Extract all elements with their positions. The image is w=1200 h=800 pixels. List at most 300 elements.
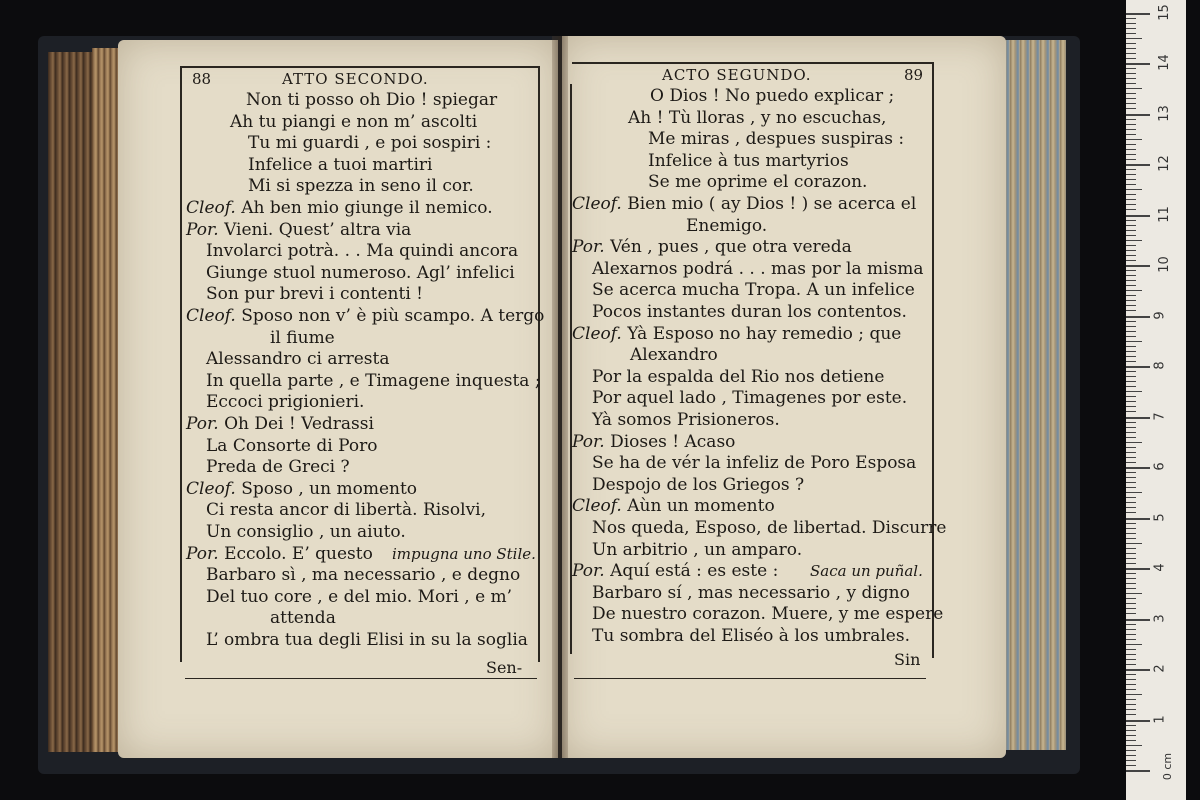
ruler-tick bbox=[1126, 220, 1136, 221]
ruler-tick bbox=[1126, 114, 1150, 116]
ruler-tick bbox=[1126, 245, 1136, 246]
ruler-tick bbox=[1126, 472, 1136, 473]
ruler-number: 14 bbox=[1156, 54, 1172, 71]
ruler-tick bbox=[1126, 735, 1136, 736]
ruler-tick bbox=[1126, 270, 1136, 271]
ruler-tick bbox=[1126, 533, 1136, 534]
ruler-tick bbox=[1126, 765, 1136, 766]
ruler-tick bbox=[1126, 305, 1136, 306]
ruler-tick bbox=[1126, 53, 1136, 54]
ruler-tick bbox=[1126, 629, 1136, 630]
ruler-tick bbox=[1126, 371, 1136, 372]
ruler-tick bbox=[1126, 725, 1136, 726]
ruler-tick bbox=[1126, 452, 1136, 453]
ruler-tick bbox=[1126, 98, 1136, 99]
ruler-tick bbox=[1126, 437, 1136, 438]
ruler-tick bbox=[1126, 63, 1150, 65]
text-line bbox=[248, 176, 474, 196]
verse-text: Pocos instantes duran los contentos. bbox=[592, 302, 907, 322]
ruler-tick bbox=[1126, 230, 1136, 231]
left-page-number: 88 bbox=[192, 70, 212, 88]
ruler-tick bbox=[1126, 366, 1150, 368]
text-line bbox=[206, 371, 541, 391]
ruler-number: 1 bbox=[1152, 714, 1168, 724]
left-catchword: Sen- bbox=[486, 658, 523, 677]
ruler-tick bbox=[1126, 624, 1136, 625]
verse-text: Yà Esposo no hay remedio ; que bbox=[627, 323, 902, 344]
ruler-tick bbox=[1126, 209, 1136, 210]
ruler-tick bbox=[1126, 442, 1142, 443]
verse-text: Bien mio ( ay Dios ! ) se acerca el bbox=[627, 194, 917, 214]
ruler-tick bbox=[1126, 316, 1150, 318]
speaker-label: Por. bbox=[186, 219, 219, 240]
verse-text: Alessandro ci arresta bbox=[206, 349, 390, 370]
ruler-tick bbox=[1126, 432, 1136, 433]
ruler-tick bbox=[1126, 73, 1136, 74]
verse-text: Oh Dei ! Vedrassi bbox=[224, 414, 374, 434]
ruler-tick bbox=[1126, 93, 1136, 94]
text-line bbox=[186, 306, 544, 326]
verse-text: Dioses ! Acaso bbox=[610, 431, 736, 452]
text-line bbox=[648, 151, 849, 171]
ruler-tick bbox=[1126, 265, 1150, 267]
speaker-label: Por. bbox=[572, 237, 605, 258]
right-top-rule bbox=[572, 62, 932, 64]
ruler-tick bbox=[1126, 346, 1136, 347]
ruler-tick bbox=[1126, 699, 1136, 700]
verse-text: Alexandro bbox=[630, 345, 718, 366]
verse-text: Tu mi guardi , e poi sospiri : bbox=[248, 133, 492, 154]
text-line bbox=[186, 220, 411, 240]
speaker-label: Por. bbox=[186, 543, 219, 564]
book-gutter bbox=[552, 36, 568, 758]
ruler-tick bbox=[1126, 770, 1150, 772]
ruler-tick bbox=[1126, 18, 1136, 19]
ruler-tick bbox=[1126, 43, 1136, 44]
ruler-number: 2 bbox=[1152, 664, 1168, 673]
ruler-tick bbox=[1126, 573, 1136, 574]
ruler-tick bbox=[1126, 124, 1136, 125]
ruler-tick bbox=[1126, 664, 1136, 665]
ruler-tick bbox=[1126, 240, 1142, 241]
verse-text: Ah ben mio giunge il nemico. bbox=[241, 198, 493, 218]
ruler-tick bbox=[1126, 740, 1136, 741]
speaker-label: Cleof. bbox=[572, 194, 622, 214]
ruler-tick bbox=[1126, 58, 1136, 59]
ruler-tick bbox=[1126, 659, 1136, 660]
verse-text: Ah ! Tù lloras , y no escuchas, bbox=[628, 107, 887, 128]
ruler-number: 4 bbox=[1152, 563, 1168, 572]
ruler-tick bbox=[1126, 13, 1150, 15]
ruler-tick bbox=[1126, 684, 1136, 685]
ruler-tick bbox=[1126, 457, 1136, 458]
verse-text: Aquí está : es este : bbox=[610, 561, 779, 582]
ruler-tick bbox=[1126, 588, 1136, 589]
text-line bbox=[592, 453, 916, 473]
verse-text: Del tuo core , e del mio. Mori , e m’ bbox=[206, 586, 513, 607]
ruler-tick bbox=[1126, 639, 1136, 640]
ruler-tick bbox=[1126, 603, 1136, 604]
ruler-tick bbox=[1126, 502, 1136, 503]
ruler-tick bbox=[1126, 750, 1136, 751]
ruler-number: 13 bbox=[1156, 104, 1172, 122]
ruler-tick bbox=[1126, 396, 1136, 397]
ruler-tick bbox=[1126, 78, 1136, 79]
text-line bbox=[630, 345, 718, 365]
verse-text: Sposo non v’ è più scampo. A tergo bbox=[241, 306, 545, 326]
stage-direction: Saca un puñal. bbox=[810, 562, 923, 581]
ruler-tick bbox=[1126, 482, 1136, 483]
verse-text: L’ ombra tua degli Elisi in su la soglia bbox=[206, 630, 528, 650]
ruler-tick bbox=[1126, 391, 1142, 392]
ruler-tick bbox=[1126, 149, 1136, 150]
verse-text: Eccoci prigionieri. bbox=[206, 392, 365, 413]
speaker-label: Por. bbox=[186, 414, 219, 434]
left-running-head: ATTO SECONDO. bbox=[282, 70, 429, 88]
ruler-tick bbox=[1126, 341, 1142, 342]
ruler-tick bbox=[1126, 512, 1136, 513]
text-line bbox=[246, 90, 497, 110]
text-line bbox=[592, 367, 884, 387]
verse-text: O Dios ! No puedo explicar ; bbox=[650, 86, 895, 106]
text-line bbox=[592, 280, 915, 300]
text-line bbox=[270, 328, 335, 348]
ruler-tick bbox=[1126, 634, 1136, 635]
speaker-label: Cleof. bbox=[186, 306, 236, 326]
verse-text: La Consorte di Poro bbox=[206, 435, 378, 456]
ruler-tick bbox=[1126, 351, 1136, 352]
ruler-tick bbox=[1126, 169, 1136, 170]
ruler-number: 8 bbox=[1152, 361, 1168, 370]
ruler-tick bbox=[1126, 553, 1136, 554]
verse-text: Enemigo. bbox=[686, 215, 768, 236]
ruler-tick bbox=[1126, 164, 1150, 166]
ruler-tick bbox=[1126, 760, 1136, 761]
text-line bbox=[592, 302, 907, 322]
ruler-tick bbox=[1126, 310, 1136, 311]
text-line bbox=[206, 565, 520, 585]
verse-text: Eccolo. E’ questo bbox=[224, 543, 373, 564]
verse-text: Son pur brevi i contenti ! bbox=[206, 284, 423, 305]
verse-text: De nuestro corazon. Muere, y me espere bbox=[592, 604, 944, 625]
ruler-tick bbox=[1126, 139, 1142, 140]
ruler-tick bbox=[1126, 568, 1150, 570]
verse-text: Por la espalda del Rio nos detiene bbox=[592, 366, 885, 387]
verse-text: Sposo , un momento bbox=[241, 478, 418, 499]
ruler-tick bbox=[1126, 528, 1136, 529]
verse-text: il fiume bbox=[270, 327, 335, 348]
text-line bbox=[686, 216, 767, 236]
ruler-tick bbox=[1126, 694, 1142, 695]
ruler-tick bbox=[1126, 295, 1136, 296]
text-line bbox=[572, 496, 775, 516]
text-line bbox=[206, 457, 350, 477]
ruler-tick bbox=[1126, 543, 1142, 544]
ruler-tick bbox=[1126, 730, 1136, 731]
ruler-tick bbox=[1126, 462, 1136, 463]
text-line bbox=[572, 561, 778, 581]
ruler-tick bbox=[1126, 134, 1136, 135]
text-line bbox=[648, 129, 904, 149]
ruler-tick bbox=[1126, 215, 1150, 217]
right-frame-right bbox=[932, 62, 934, 658]
verse-text: Barbaro sí , mas necessario , y digno bbox=[592, 582, 910, 603]
ruler-tick bbox=[1126, 613, 1136, 614]
text-line bbox=[592, 540, 802, 560]
ruler-tick bbox=[1126, 103, 1136, 104]
left-top-rule bbox=[180, 66, 540, 68]
ruler-tick bbox=[1126, 689, 1136, 690]
ruler-tick bbox=[1126, 720, 1150, 722]
ruler-tick bbox=[1126, 356, 1136, 357]
verse-text: Giunge stuol numeroso. Agl’ infelici bbox=[206, 262, 515, 283]
text-line bbox=[648, 172, 867, 192]
ruler-tick bbox=[1126, 558, 1136, 559]
verse-text: Se me oprime el corazon. bbox=[648, 172, 868, 193]
verse-text: Mi si spezza in seno il cor. bbox=[248, 176, 474, 197]
ruler-tick bbox=[1126, 235, 1136, 236]
ruler-tick bbox=[1126, 427, 1136, 428]
left-frame-left bbox=[180, 66, 182, 662]
ruler-tick bbox=[1126, 755, 1136, 756]
ruler-tick bbox=[1126, 669, 1150, 671]
speaker-label: Cleof. bbox=[186, 198, 236, 218]
ruler-tick bbox=[1126, 275, 1136, 276]
ruler-tick bbox=[1126, 326, 1136, 327]
ruler-tick bbox=[1126, 321, 1136, 322]
ruler-tick bbox=[1126, 23, 1136, 24]
ruler-tick bbox=[1126, 563, 1136, 564]
verse-text: Yà somos Prisioneros. bbox=[592, 410, 780, 430]
ruler-tick bbox=[1126, 376, 1136, 377]
ruler-tick bbox=[1126, 709, 1136, 710]
ruler-unit-label: 0 cm bbox=[1161, 752, 1175, 781]
ruler-tick bbox=[1126, 361, 1136, 362]
ruler-tick bbox=[1126, 285, 1136, 286]
ruler-tick bbox=[1126, 406, 1136, 407]
ruler-tick bbox=[1126, 401, 1136, 402]
ruler-tick bbox=[1126, 129, 1136, 130]
ruler-tick bbox=[1126, 48, 1136, 49]
text-line bbox=[206, 587, 512, 607]
verse-text: Tu sombra del Eliséo à los umbrales. bbox=[592, 626, 910, 646]
ruler-number: 15 bbox=[1156, 3, 1172, 21]
verse-text: Ci resta ancor di libertà. Risolvi, bbox=[206, 500, 487, 521]
ruler-tick bbox=[1126, 199, 1136, 200]
ruler-tick bbox=[1126, 523, 1136, 524]
text-line bbox=[650, 86, 894, 106]
ruler-tick bbox=[1126, 174, 1136, 175]
speaker-label: Cleof. bbox=[572, 496, 622, 517]
verse-text: Involarci potrà. . . Ma quindi ancora bbox=[206, 241, 519, 262]
text-line bbox=[592, 604, 943, 624]
text-line bbox=[206, 522, 406, 542]
ruler-tick bbox=[1126, 184, 1136, 185]
ruler-tick bbox=[1126, 336, 1136, 337]
text-line bbox=[206, 392, 364, 412]
verse-text: attenda bbox=[270, 608, 336, 629]
ruler-tick bbox=[1126, 487, 1136, 488]
ruler-tick bbox=[1126, 411, 1136, 412]
text-line bbox=[186, 414, 374, 434]
ruler-tick bbox=[1126, 422, 1136, 423]
left-frame-right bbox=[538, 66, 540, 662]
text-line bbox=[206, 630, 528, 650]
verse-text: Preda de Greci ? bbox=[206, 457, 350, 478]
right-page-number: 89 bbox=[904, 66, 924, 84]
ruler-tick bbox=[1126, 68, 1136, 69]
verse-text: Vén , pues , que otra vereda bbox=[610, 237, 852, 258]
speaker-label: Por. bbox=[572, 561, 605, 582]
ruler-number: 7 bbox=[1152, 411, 1168, 421]
text-line bbox=[628, 108, 886, 128]
text-line bbox=[206, 436, 377, 456]
ruler-tick bbox=[1126, 654, 1136, 655]
ruler-number: 12 bbox=[1156, 155, 1172, 172]
text-line bbox=[592, 259, 924, 279]
ruler-tick bbox=[1126, 644, 1142, 645]
verse-text: Alexarnos podrá . . . mas por la misma bbox=[592, 258, 924, 279]
ruler-tick bbox=[1126, 331, 1136, 332]
ruler-tick bbox=[1126, 619, 1150, 621]
ruler-tick bbox=[1126, 33, 1136, 34]
verse-text: Por aquel lado , Timagenes por este. bbox=[592, 388, 908, 409]
verse-text: Non ti posso oh Dio ! spiegar bbox=[246, 90, 498, 110]
text-line bbox=[206, 500, 486, 520]
ruler-tick bbox=[1126, 649, 1136, 650]
ruler-tick bbox=[1126, 189, 1142, 190]
text-line bbox=[592, 583, 910, 603]
text-line bbox=[206, 284, 423, 304]
ruler-tick bbox=[1126, 714, 1136, 715]
text-line bbox=[572, 194, 916, 214]
verse-text: Un arbitrio , un amparo. bbox=[592, 539, 803, 560]
text-line bbox=[592, 410, 780, 430]
text-line bbox=[572, 237, 852, 257]
ruler-tick bbox=[1126, 679, 1136, 680]
text-line bbox=[206, 241, 518, 261]
ruler-tick bbox=[1126, 548, 1136, 549]
speaker-label: Cleof. bbox=[572, 323, 622, 344]
ruler-tick bbox=[1126, 497, 1136, 498]
ruler-tick bbox=[1126, 204, 1136, 205]
ruler-tick bbox=[1126, 598, 1136, 599]
ruler-tick bbox=[1126, 447, 1136, 448]
ruler-tick bbox=[1126, 674, 1136, 675]
ruler-tick bbox=[1126, 583, 1136, 584]
ruler-tick bbox=[1126, 593, 1142, 594]
ruler-tick bbox=[1126, 381, 1136, 382]
verse-text: In quella parte , e Timagene inquesta ; bbox=[206, 370, 541, 391]
verse-text: Se ha de vér la infeliz de Poro Esposa bbox=[592, 453, 917, 474]
ruler-tick bbox=[1126, 83, 1136, 84]
ruler-number: 3 bbox=[1152, 613, 1168, 623]
ruler-tick bbox=[1126, 538, 1136, 539]
ruler-number: 11 bbox=[1156, 205, 1172, 223]
text-line bbox=[592, 388, 907, 408]
ruler-number: 6 bbox=[1152, 462, 1168, 471]
ruler-number: 5 bbox=[1152, 512, 1168, 522]
ruler-tick bbox=[1126, 159, 1136, 160]
text-line bbox=[592, 626, 910, 646]
ruler-tick bbox=[1126, 255, 1136, 256]
ruler-tick bbox=[1126, 417, 1150, 419]
ruler-tick bbox=[1126, 119, 1136, 120]
measurement-ruler bbox=[1126, 0, 1186, 800]
ruler-tick bbox=[1126, 745, 1142, 746]
page-edges-right bbox=[1000, 40, 1066, 750]
ruler-tick bbox=[1126, 467, 1150, 469]
verse-text: Ah tu piangi e non m’ ascolti bbox=[230, 111, 478, 132]
text-line bbox=[186, 544, 373, 564]
verse-text: Vieni. Quest’ altra via bbox=[224, 219, 412, 240]
text-line bbox=[230, 112, 477, 132]
ruler-tick bbox=[1126, 88, 1142, 89]
ruler-tick bbox=[1126, 38, 1142, 39]
ruler-tick bbox=[1126, 225, 1136, 226]
text-line bbox=[592, 518, 947, 538]
verse-text: Un consiglio , un aiuto. bbox=[206, 522, 406, 542]
right-running-head: ACTO SEGUNDO. bbox=[662, 66, 812, 84]
right-bottom-rule bbox=[574, 678, 926, 679]
text-line bbox=[186, 198, 493, 218]
text-line bbox=[248, 133, 491, 153]
verse-text: Se acerca mucha Tropa. A un infelice bbox=[592, 280, 915, 301]
verse-text: Nos queda, Esposo, de libertad. Discurre bbox=[592, 518, 947, 538]
text-line bbox=[186, 479, 417, 499]
verse-text: Infelice à tus martyrios bbox=[648, 150, 849, 171]
text-line bbox=[572, 324, 901, 344]
ruler-tick bbox=[1126, 260, 1136, 261]
ruler-tick bbox=[1126, 108, 1136, 109]
verse-text: Me miras , despues suspiras : bbox=[648, 129, 905, 150]
ruler-tick bbox=[1126, 280, 1136, 281]
ruler-tick bbox=[1126, 386, 1136, 387]
ruler-tick bbox=[1126, 28, 1136, 29]
ruler-tick bbox=[1126, 194, 1136, 195]
right-catchword: Sin bbox=[894, 650, 921, 669]
text-line bbox=[592, 475, 804, 495]
text-line bbox=[572, 432, 735, 452]
text-line bbox=[206, 263, 515, 283]
verse-text: Aùn un momento bbox=[627, 496, 775, 517]
ruler-tick bbox=[1126, 144, 1136, 145]
speaker-label: Por. bbox=[572, 431, 605, 452]
ruler-tick bbox=[1126, 250, 1136, 251]
ruler-tick bbox=[1126, 518, 1150, 520]
ruler-number: 9 bbox=[1152, 310, 1168, 320]
ruler-tick bbox=[1126, 477, 1136, 478]
ruler-number: 10 bbox=[1156, 256, 1172, 273]
ruler-tick bbox=[1126, 290, 1142, 291]
text-line bbox=[270, 608, 336, 628]
verse-text: Despojo de los Griegos ? bbox=[592, 474, 805, 495]
ruler-tick bbox=[1126, 154, 1136, 155]
ruler-tick bbox=[1126, 507, 1136, 508]
text-line bbox=[206, 349, 389, 369]
ruler-tick bbox=[1126, 300, 1136, 301]
ruler-tick bbox=[1126, 492, 1142, 493]
verse-text: Barbaro sì , ma necessario , e degno bbox=[206, 565, 521, 586]
ruler-tick bbox=[1126, 704, 1136, 705]
text-line bbox=[248, 155, 433, 175]
ruler-tick bbox=[1126, 608, 1136, 609]
speaker-label: Cleof. bbox=[186, 478, 236, 499]
ruler-tick bbox=[1126, 179, 1136, 180]
verse-text: Infelice a tuoi martiri bbox=[248, 154, 433, 175]
ruler-tick bbox=[1126, 578, 1136, 579]
left-bottom-rule bbox=[185, 678, 537, 679]
